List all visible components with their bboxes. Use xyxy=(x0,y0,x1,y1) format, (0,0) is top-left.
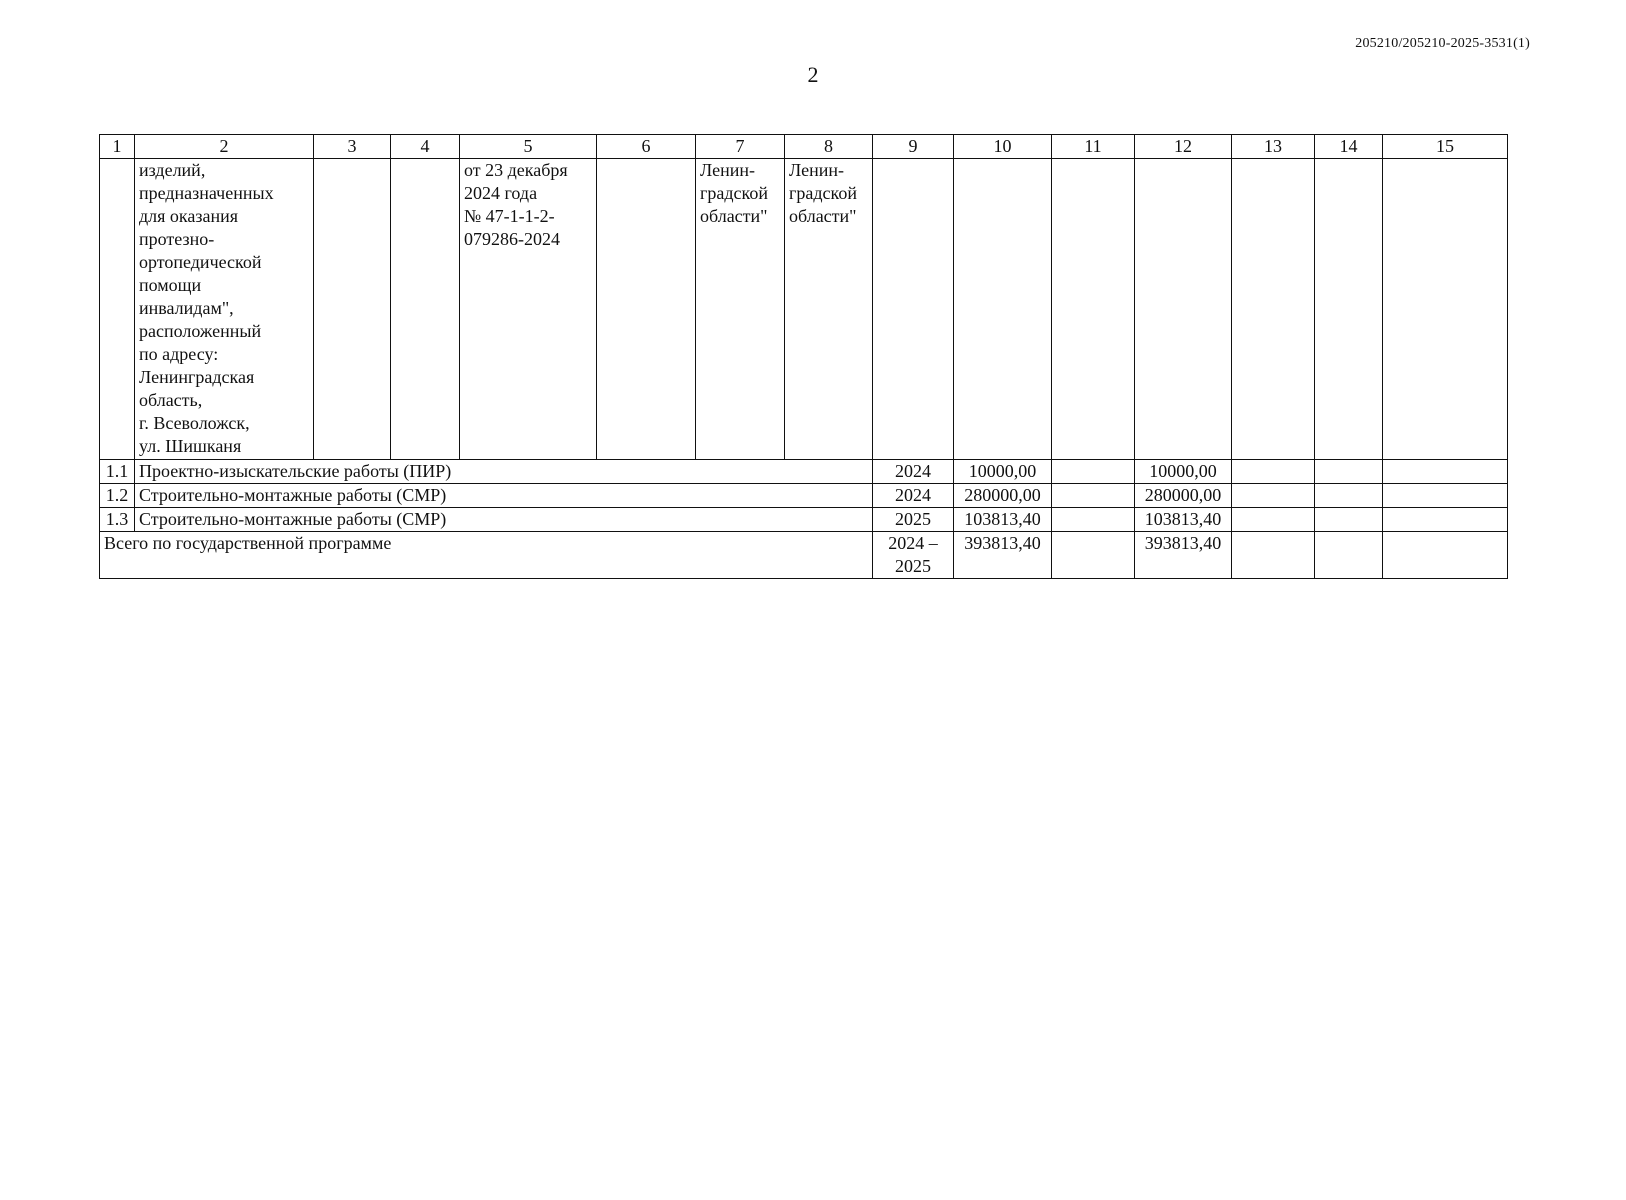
table-cell xyxy=(1383,460,1508,484)
table-cell xyxy=(1383,484,1508,508)
work-type: Строительно-монтажные работы (СМР) xyxy=(135,484,873,508)
total-row xyxy=(100,532,1508,579)
total-label: Всего по государственной программе xyxy=(100,532,873,579)
table-cell xyxy=(597,159,696,460)
table-cell xyxy=(1135,159,1232,460)
column-number: 7 xyxy=(696,135,785,159)
year-cell: 2025 xyxy=(873,508,954,532)
table-cell xyxy=(1315,532,1383,579)
developer-cell: Ленин- градской области" xyxy=(785,159,873,460)
work-type: Строительно-монтажные работы (СМР) xyxy=(135,508,873,532)
table-cell xyxy=(1232,532,1315,579)
amount-total-cell: 280000,00 xyxy=(954,484,1052,508)
column-number: 13 xyxy=(1232,135,1315,159)
total-years: 2024 – 2025 xyxy=(873,532,954,579)
amount-budget-cell: 10000,00 xyxy=(1135,460,1232,484)
amount-total-cell: 10000,00 xyxy=(954,460,1052,484)
column-number: 3 xyxy=(314,135,391,159)
column-number: 12 xyxy=(1135,135,1232,159)
table-cell xyxy=(1052,159,1135,460)
table-cell xyxy=(1232,484,1315,508)
table-cell xyxy=(1052,532,1135,579)
page-number: 2 xyxy=(807,62,819,87)
year-cell: 2024 xyxy=(873,460,954,484)
amount-total-cell: 103813,40 xyxy=(954,508,1052,532)
document-number: 205210/205210-2025-3531(1) xyxy=(1355,36,1530,51)
table-cell xyxy=(873,159,954,460)
total-budget-cell: 393813,40 xyxy=(1135,532,1232,579)
column-number: 1 xyxy=(100,135,135,159)
table-cell xyxy=(954,159,1052,460)
amount-budget-cell: 103813,40 xyxy=(1135,508,1232,532)
column-number: 2 xyxy=(135,135,314,159)
table-cell xyxy=(1052,508,1135,532)
column-number: 5 xyxy=(460,135,597,159)
column-number: 9 xyxy=(873,135,954,159)
column-number: 15 xyxy=(1383,135,1508,159)
year-cell: 2024 xyxy=(873,484,954,508)
table-cell xyxy=(1232,460,1315,484)
table-cell xyxy=(100,159,135,460)
total-amount-cell: 393813,40 xyxy=(954,532,1052,579)
column-number: 4 xyxy=(391,135,460,159)
customer-cell: Ленин- градской области" xyxy=(696,159,785,460)
amount-budget-cell: 280000,00 xyxy=(1135,484,1232,508)
row-number: 1.1 xyxy=(100,460,135,484)
table-row xyxy=(100,508,1508,532)
column-number: 11 xyxy=(1052,135,1135,159)
table-cell xyxy=(1315,508,1383,532)
table-cell xyxy=(1383,532,1508,579)
work-type: Проектно-изыскательские работы (ПИР) xyxy=(135,460,873,484)
table-cell xyxy=(1315,460,1383,484)
row-number: 1.3 xyxy=(100,508,135,532)
table-cell xyxy=(1232,508,1315,532)
column-number-row xyxy=(100,135,1508,159)
table-cell xyxy=(314,159,391,460)
table-cell xyxy=(1315,484,1383,508)
column-number: 10 xyxy=(954,135,1052,159)
table-cell xyxy=(1052,460,1135,484)
object-name-cell: изделий, предназначенных для оказания протезно- ортопедической помощи инвалидам", расположенный по адресу: Ленинградская область, г. Всеволожск, ул. Шишканя xyxy=(135,159,314,460)
object-description-row xyxy=(100,159,1508,460)
column-number: 14 xyxy=(1315,135,1383,159)
column-number: 8 xyxy=(785,135,873,159)
table-cell xyxy=(1383,159,1508,460)
document-reference-cell: от 23 декабря 2024 года № 47-1-1-2- 079286-2024 xyxy=(460,159,597,460)
table-row xyxy=(100,484,1508,508)
table-cell xyxy=(1315,159,1383,460)
table-cell xyxy=(1232,159,1315,460)
table-cell xyxy=(1383,508,1508,532)
column-number: 6 xyxy=(597,135,696,159)
table-cell xyxy=(391,159,460,460)
row-number: 1.2 xyxy=(100,484,135,508)
program-table xyxy=(99,134,1508,579)
table-cell xyxy=(1052,484,1135,508)
table-row xyxy=(100,460,1508,484)
